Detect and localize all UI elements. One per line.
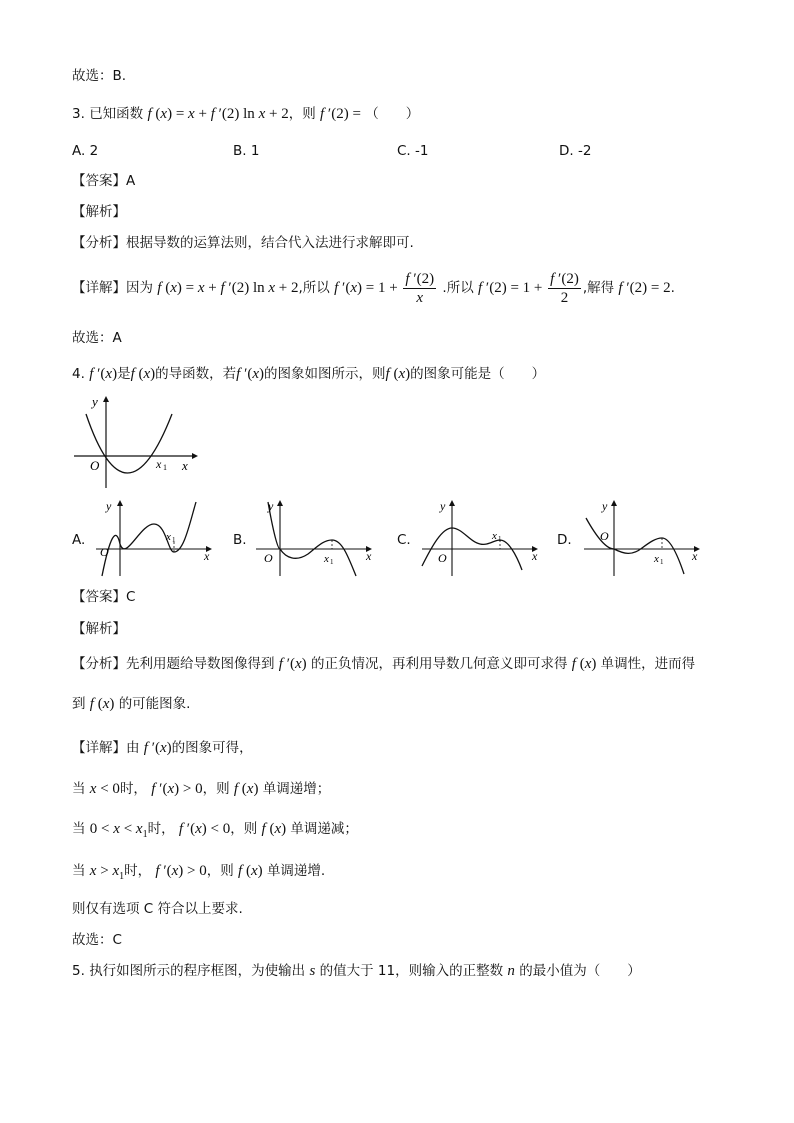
case-text: ，则 [202, 781, 230, 797]
solution-text: 的图象可得， [171, 740, 253, 756]
option-c: C. -1 [397, 143, 429, 159]
graph-option-a [92, 496, 220, 578]
variable: s [309, 963, 316, 979]
origin-label: O [90, 458, 100, 473]
formula: f (x) [385, 366, 411, 382]
x1-subscript: 1 [172, 536, 176, 544]
x1-subscript: 1 [660, 558, 664, 566]
formula: f ′(x) [278, 656, 307, 672]
detailed-solution [72, 738, 253, 758]
question-text: 的图象可能是（ ） [410, 366, 546, 382]
case-text: 当 [72, 863, 86, 879]
origin-label: O [600, 529, 609, 543]
case-text: 时， [147, 821, 175, 837]
x1-subscript: 1 [163, 463, 167, 472]
analysis-text: 的正负情况，再利用导数几何意义即可求得 [310, 656, 568, 672]
option-b: B. 1 [233, 143, 260, 159]
analysis-summary: 【分析】根据导数的运算法则，结合代入法进行求解即可. [72, 235, 414, 251]
y-axis-label: y [268, 499, 274, 513]
formula: f (x) [89, 696, 115, 712]
choice-line: 故选：A [72, 330, 122, 346]
solution-text: . [670, 280, 675, 296]
question-number: 4. [72, 366, 85, 382]
solution-text: .所以 [442, 280, 474, 296]
x1-subscript: 1 [330, 558, 334, 566]
case-text: 时， [124, 863, 152, 879]
x1-subscript: 1 [498, 535, 502, 543]
case-text: ，则 [206, 863, 234, 879]
formula: f (x) [261, 821, 287, 837]
variable: n [507, 963, 515, 979]
case-text: 时， [119, 781, 147, 797]
formula: f ′(x) > 0 [155, 863, 207, 879]
origin-label: O [264, 551, 273, 565]
question-text: 的导函数，若 [155, 366, 237, 382]
question-4-stem [72, 364, 545, 384]
answer-label: 【答案】C [72, 589, 136, 605]
x-axis-label: x [532, 549, 538, 563]
question-text: 的值大于 11，则输入的正整数 [319, 963, 504, 979]
x1-label: x [324, 553, 329, 565]
derivative-graph [70, 392, 205, 492]
option-d: D. -2 [559, 143, 592, 159]
formula: x < 0 [89, 781, 120, 797]
formula: f ′(x) = 1 + $\frac{f '(2)}{x}$ [334, 271, 435, 307]
y-axis-label: y [92, 394, 98, 409]
analysis-text: 的可能图象. [118, 696, 191, 712]
graph-option-c [418, 496, 546, 578]
graph-option-d-label: D. [557, 532, 572, 548]
previous-answer: 故选：B. [72, 68, 127, 84]
question-number: 5. [72, 963, 85, 979]
y-axis-label: y [440, 499, 446, 513]
y-axis-label: y [106, 499, 112, 513]
formula: f ′(2) = 2 [618, 280, 671, 296]
solution-text: ,所以 [298, 280, 330, 296]
formula: f ′(x) [236, 366, 265, 382]
question-text: 的图象如图所示，则 [264, 366, 386, 382]
formula: f ′(2) = 1 + $\frac{f '(2)}{2}$ [478, 271, 579, 307]
formula: f (x) [571, 656, 597, 672]
x1-label: x [156, 457, 162, 471]
formula: f (x) [233, 781, 259, 797]
x-axis-label: x [204, 549, 210, 563]
case-text: 单调递增； [262, 781, 331, 797]
x-axis-label: x [692, 549, 698, 563]
question-number: 3. [72, 106, 85, 122]
question-text: 已知函数 [89, 106, 144, 122]
question-3-stem [72, 104, 419, 124]
analysis-text: 到 [72, 696, 86, 712]
function-formula: f (x) = x + f ′(2) ln x + 2 [147, 106, 289, 122]
solution-text: 【详解】由 [72, 740, 140, 756]
case-text: 当 [72, 821, 86, 837]
option-a: A. 2 [72, 143, 99, 159]
choice-line: 故选：C [72, 932, 122, 948]
x-axis-label: x [366, 549, 372, 563]
graph-option-b-label: B. [233, 532, 247, 548]
case-text: 单调递减； [290, 821, 358, 837]
case-text: 单调递增. [266, 863, 326, 879]
target-expression: f ′(2) = [320, 106, 361, 122]
formula: f ′(x) [143, 740, 172, 756]
conclusion: 则仅有选项 C 符合以上要求. [72, 901, 243, 917]
case-3 [72, 861, 325, 887]
origin-label: O [100, 545, 109, 559]
y-axis-label: y [602, 499, 608, 513]
case-2 [72, 819, 358, 845]
formula: f ′(x) [89, 366, 118, 382]
formula: f ′(x) < 0 [178, 821, 231, 837]
graph-option-b [252, 496, 380, 578]
origin-label: O [438, 551, 447, 565]
solution-text: 【详解】因为 [72, 280, 153, 296]
x-axis-label: x [182, 458, 188, 473]
answer-blank: （ ） [365, 106, 420, 122]
case-text: ，则 [230, 821, 258, 837]
formula: f ′(x) > 0 [151, 781, 203, 797]
analysis-text: 单调性，进而得 [600, 656, 696, 672]
formula: f (x) = x + f ′(2) ln x + 2 [157, 280, 299, 296]
graph-option-c-label: C. [397, 532, 411, 548]
question-text: ，则 [288, 106, 316, 122]
analysis-summary-line2 [72, 694, 190, 714]
case-1 [72, 779, 330, 799]
question-text: 的最小值为（ ） [519, 963, 641, 979]
solution-text: ,解得 [582, 280, 615, 296]
answer-label: 【答案】A [72, 173, 136, 189]
question-text: 执行如图所示的程序框图，为使输出 [89, 963, 306, 979]
analysis-summary-line1 [72, 654, 695, 674]
analysis-text: 【分析】先利用题给导数图像得到 [72, 656, 275, 672]
analysis-heading: 【解析】 [72, 204, 126, 220]
graph-option-a-label: A. [72, 532, 86, 548]
x1-label: x [166, 531, 171, 543]
x1-label: x [492, 530, 497, 542]
case-text: 当 [72, 781, 86, 797]
formula: $x > x_1$ [89, 863, 125, 882]
question-5-stem [72, 961, 641, 981]
question-text: 是 [117, 366, 131, 382]
analysis-heading: 【解析】 [72, 621, 126, 637]
x1-label: x [654, 553, 659, 565]
formula: $0 < x < x_1$ [89, 821, 148, 840]
formula: f (x) [238, 863, 263, 879]
detailed-solution [72, 268, 675, 308]
formula: f (x) [130, 366, 156, 382]
graph-option-d [580, 496, 708, 578]
